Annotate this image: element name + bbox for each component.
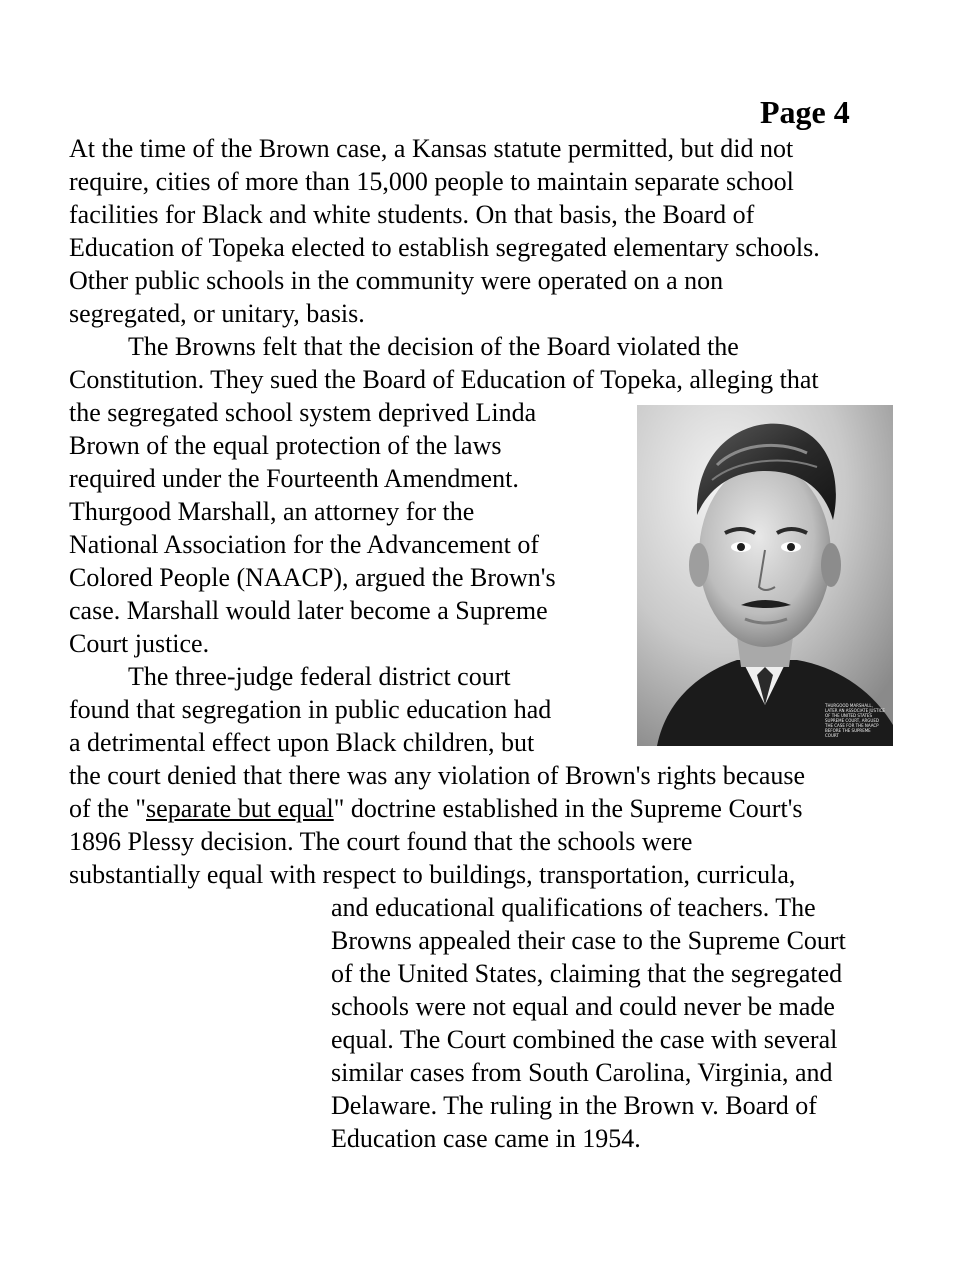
- text-line-3: facilities for Black and white students. On that basis, the Board of: [69, 200, 755, 229]
- text-line-9: the segregated school system deprived Linda: [69, 398, 537, 427]
- text-after-link: " doctrine established in the Supreme Court's: [333, 794, 803, 823]
- text-line-26: of the United States, claiming that the segregated: [331, 959, 843, 988]
- text-line-5: Other public schools in the community were operated on a non: [69, 266, 724, 295]
- text-line-22: 1896 Plessy decision. The court found that the schools were: [69, 827, 693, 856]
- text-line-12: Thurgood Marshall, an attorney for the: [69, 497, 475, 526]
- text-line-24: and educational qualifications of teachers. The: [331, 893, 816, 922]
- text-line-23: substantially equal with respect to buildings, transportation, curricula,: [69, 860, 796, 889]
- text-line-18: found that segregation in public education had: [69, 695, 552, 724]
- text-line-10: Brown of the equal protection of the laws: [69, 431, 502, 460]
- text-line-4: Education of Topeka elected to establish segregated elementary schools.: [69, 233, 820, 262]
- text-line-19: a detrimental effect upon Black children, but: [69, 728, 535, 757]
- text-line-20: the court denied that there was any violation of Brown's rights because: [69, 761, 806, 790]
- portrait-illustration: [637, 405, 893, 746]
- photo-caption-text: THURGOOD MARSHALL, LATER AN ASSOCIATE JUSTICE OF THE UNITED STATES SUPREME COURT, ARGUED THE CASE FOR THE NAACP BEFORE THE SUPREME COURT: [825, 703, 885, 738]
- text-line-25: Browns appealed their case to the Supreme Court: [331, 926, 846, 955]
- text-line-31: Education case came in 1954.: [331, 1124, 641, 1153]
- text-line-17: The three-judge federal district court: [128, 662, 511, 691]
- portrait-photo: [637, 405, 893, 746]
- text-line-11: required under the Fourteenth Amendment.: [69, 464, 519, 493]
- page-number: Page 4: [760, 94, 850, 130]
- text-line-2: require, cities of more than 15,000 people to maintain separate school: [69, 167, 794, 196]
- text-before-link: of the ": [69, 794, 147, 823]
- text-line-28: equal. The Court combined the case with several: [331, 1025, 838, 1054]
- text-line-14: Colored People (NAACP), argued the Brown's: [69, 563, 556, 592]
- text-line-7: The Browns felt that the decision of the Board violated the: [128, 332, 739, 361]
- text-line-21: [69, 792, 803, 825]
- text-line-6: segregated, or unitary, basis.: [69, 299, 365, 328]
- text-line-27: schools were not equal and could never be made: [331, 992, 835, 1021]
- text-line-1: At the time of the Brown case, a Kansas statute permitted, but did not: [69, 134, 794, 163]
- text-line-30: Delaware. The ruling in the Brown v. Board of: [331, 1091, 817, 1120]
- separate-but-equal-link[interactable]: separate but equal: [146, 794, 334, 823]
- text-line-16: Court justice.: [69, 629, 210, 658]
- text-line-13: National Association for the Advancement of: [69, 530, 540, 559]
- text-line-8: Constitution. They sued the Board of Education of Topeka, alleging that: [69, 365, 819, 394]
- text-line-15: case. Marshall would later become a Supreme: [69, 596, 548, 625]
- text-line-29: similar cases from South Carolina, Virginia, and: [331, 1058, 833, 1087]
